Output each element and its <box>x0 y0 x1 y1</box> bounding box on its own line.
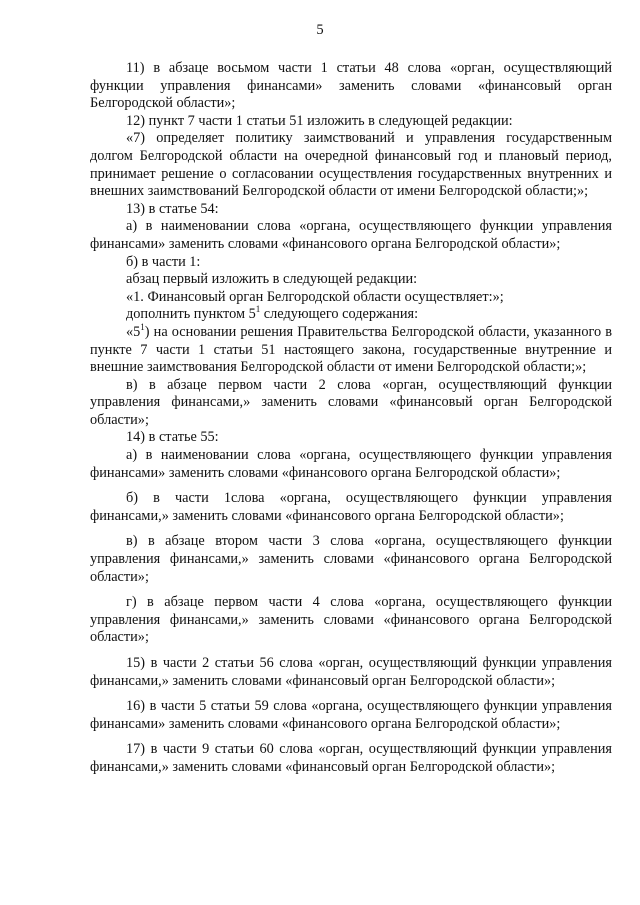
subitem-13a: а) в наименовании слова «органа, осуществляющего функции управления финансами» заменить словами «финансового органа Белгородской области»; <box>90 218 612 252</box>
subitem-13b: б) в части 1: <box>126 253 201 270</box>
amendment-item-17: 17) в части 9 статьи 60 слова «орган, осуществляющий функции управления финансами,» заменить словами «финансовый орган Белгородской области»; <box>90 741 612 775</box>
text-fragment: следующего содержания: <box>260 306 419 323</box>
subitem-14a: а) в наименовании слова «органа, осуществляющего функции управления финансами» заменить словами «финансового органа Белгородской области»; <box>90 447 612 481</box>
superscript: 1 <box>140 321 145 332</box>
superscript: 1 <box>255 304 261 315</box>
subitem-14v: в) в абзаце втором части 3 слова «органа, осуществляющего функции управления финансами,» заменить словами «финансового органа Белгородской области»; <box>90 533 612 585</box>
quoted-point-7: «7) определяет политику заимствований и управления государственным долгом Белгородской области на очередной финансовый год и плановый период, принимает решение о согласовании осуществления государственных внутренних и внешних заимствований Белгородской области от имени Белгородской области;»; <box>90 130 612 200</box>
quoted-point-1: «1. Финансовый орган Белгородской области осуществляет:»; <box>126 288 504 305</box>
amendment-item-11: 11) в абзаце восьмом части 1 статьи 48 слова «орган, осуществляющий функции управления финансами» заменить словами «финансовый орган Белгородской области»; <box>90 60 612 112</box>
text-fragment: дополнить пунктом 5 <box>126 306 256 323</box>
page-number: 5 <box>316 22 324 38</box>
subitem-13b-add-point <box>90 306 612 324</box>
amendment-item-14: 14) в статье 55: <box>126 429 219 446</box>
text-fragment: ) на основании решения Правительства Белгородской области, указанного в пункте 7 части 1 статьи 51 настоящего закона, государственные внутренние и внешние заимствования Белгородской области от имени Белгородской области;»; <box>90 323 612 376</box>
quoted-point-5-1 <box>90 321 612 377</box>
subitem-14b: б) в части 1слова «органа, осуществляющего функции управления финансами,» заменить словами «финансового органа Белгородской области»; <box>90 490 612 524</box>
subitem-14g: г) в абзаце первом части 4 слова «органа, осуществляющего функции управления финансами,» заменить словами «финансового органа Белгородской области»; <box>90 594 612 646</box>
subitem-13b-first-paragraph: абзац первый изложить в следующей редакции: <box>126 271 418 288</box>
amendment-item-13: 13) в статье 54: <box>126 200 219 217</box>
subitem-13v: в) в абзаце первом части 2 слова «орган, осуществляющий функции управления финансами,» заменить словами «финансовый орган Белгородской области»; <box>90 376 612 428</box>
amendment-item-12: 12) пункт 7 части 1 статьи 51 изложить в следующей редакции: <box>126 112 513 129</box>
amendment-item-16: 16) в части 5 статьи 59 слова «органа, осуществляющего функции управления финансами» заменить словами «финансового органа Белгородской области»; <box>90 698 612 732</box>
amendment-item-15: 15) в части 2 статьи 56 слова «орган, осуществляющий функции управления финансами,» заменить словами «финансовый орган Белгородской области»; <box>90 655 612 689</box>
text-fragment: «5 <box>126 323 141 340</box>
document-body <box>90 60 612 777</box>
